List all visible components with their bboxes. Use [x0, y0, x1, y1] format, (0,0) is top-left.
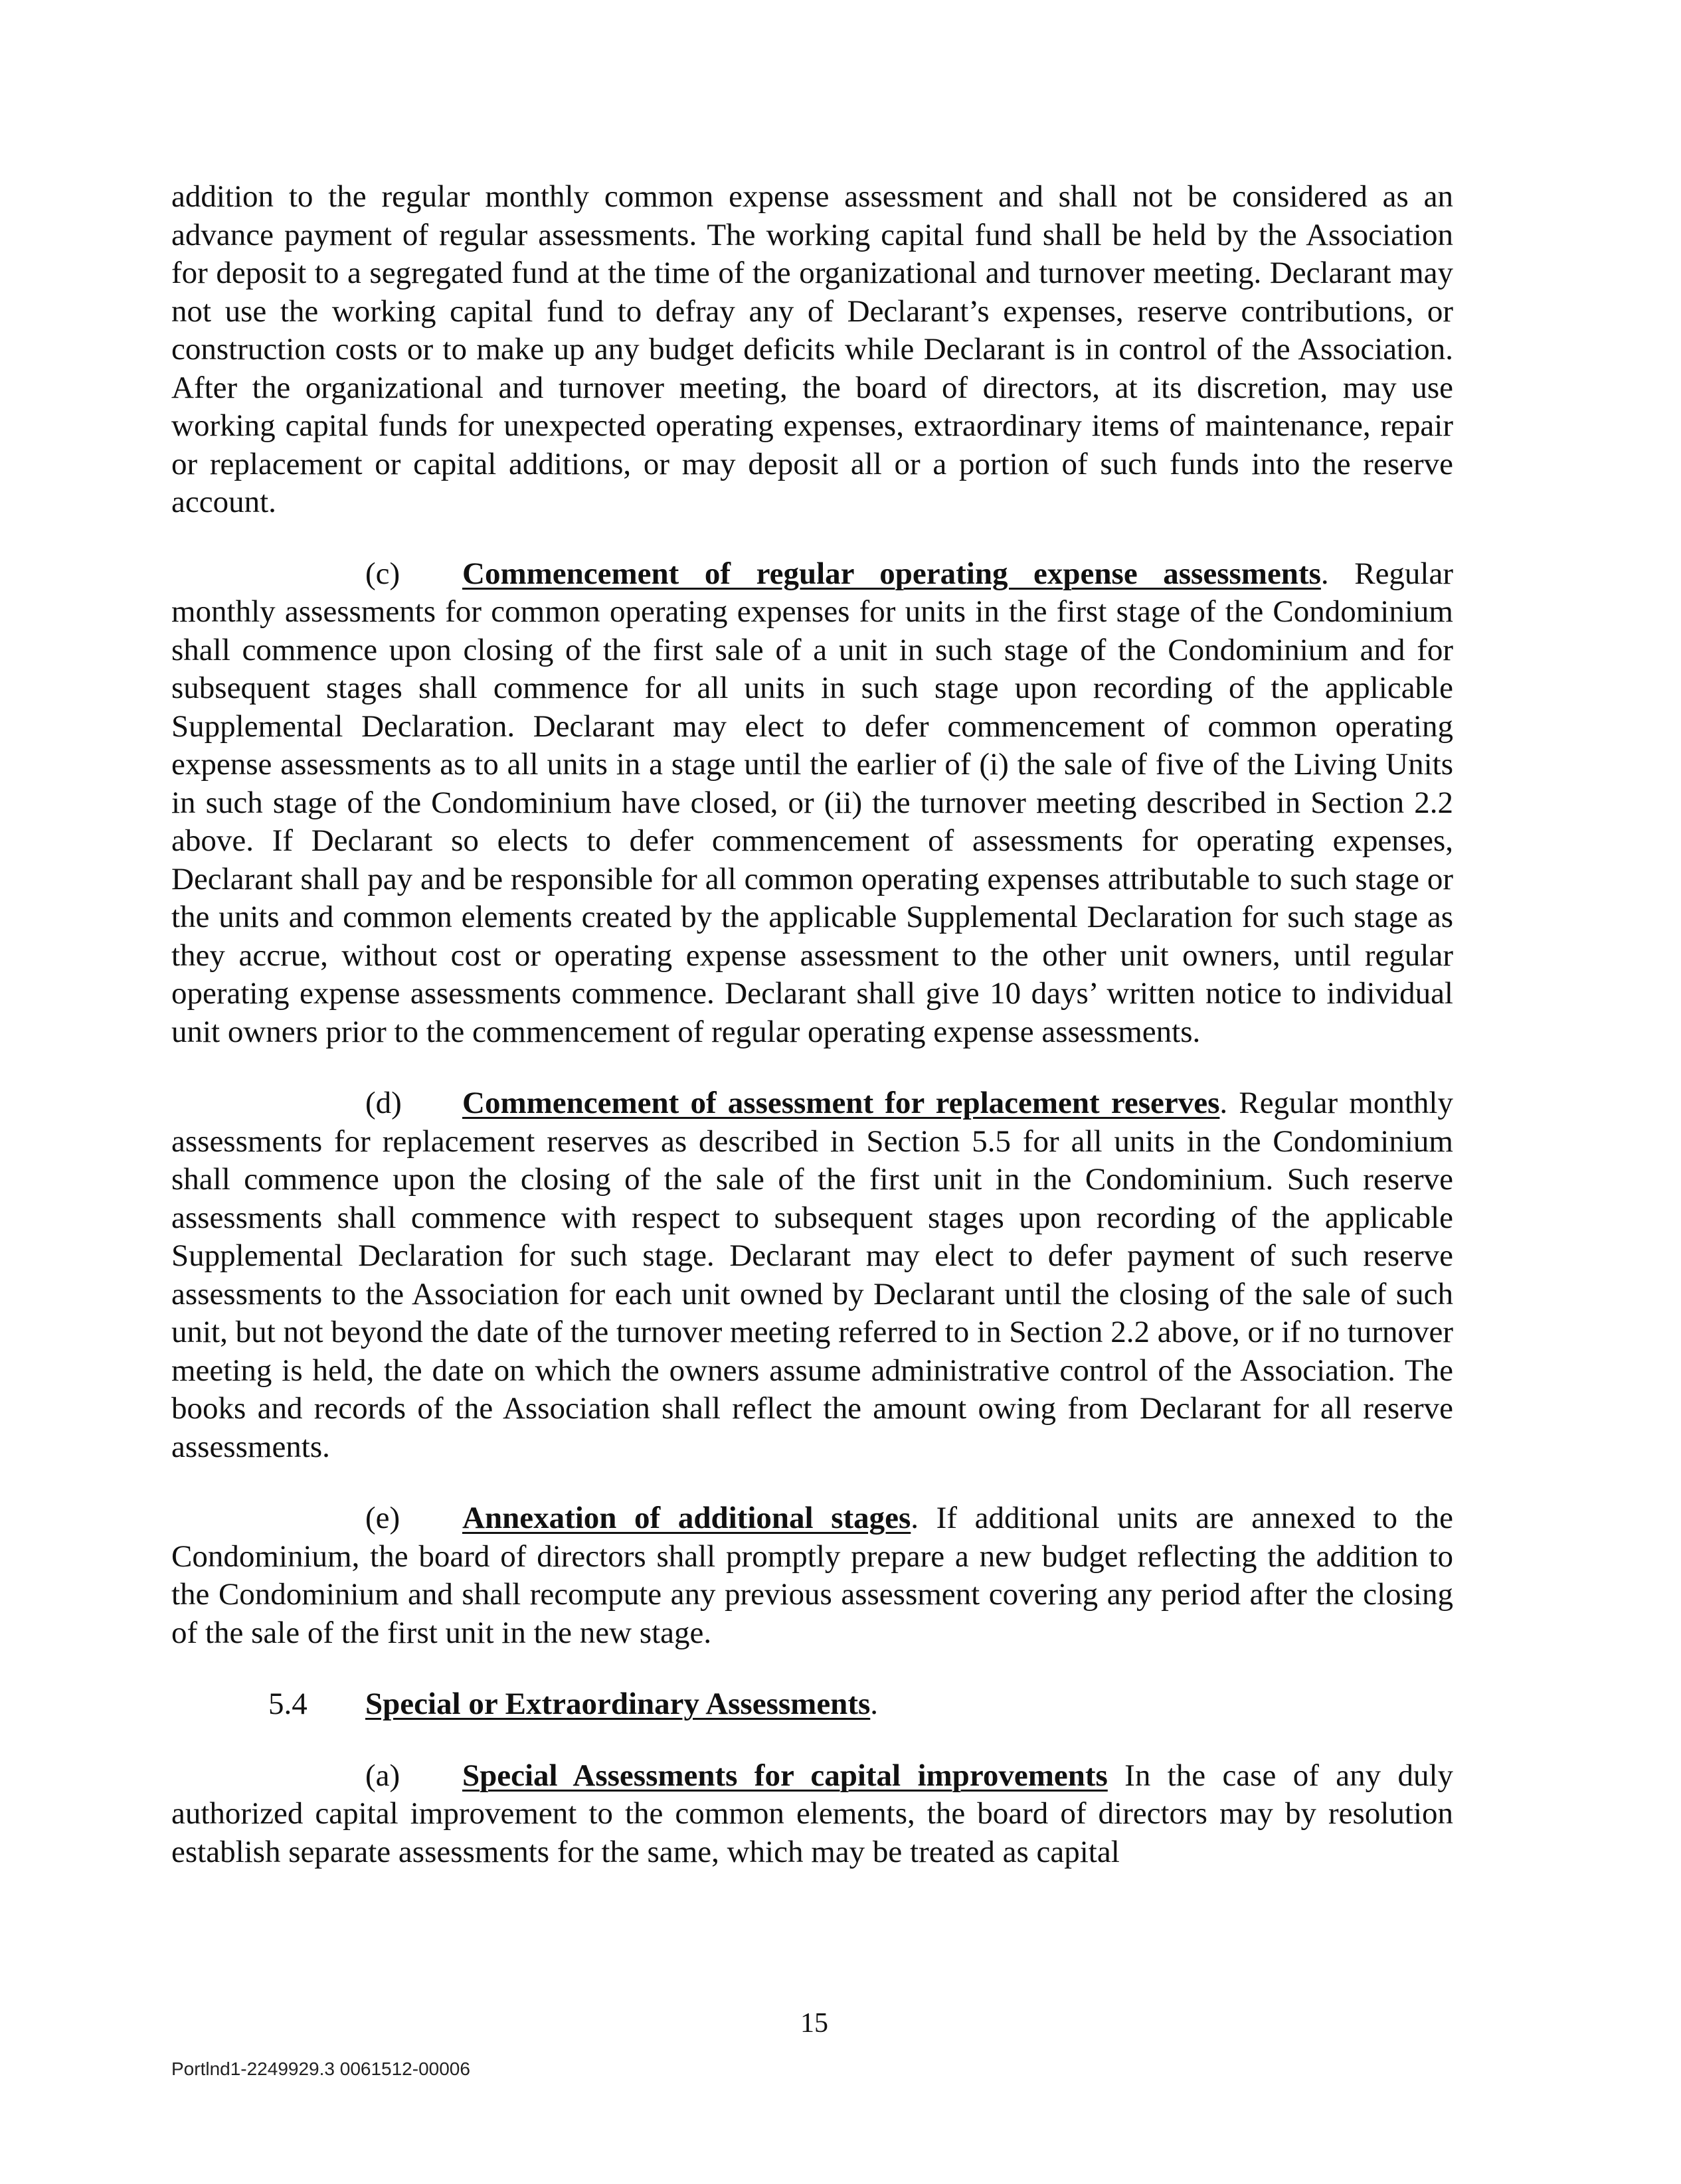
- paragraph-c-heading: Commencement of regular operating expense assessments: [462, 556, 1321, 591]
- paragraph-e-heading: Annexation of additional stages: [462, 1501, 911, 1535]
- paragraph-d-text: Regular monthly assessments for replacement reserves as described in Section 5.5 for all units in the Condominium shall commence upon the closing of the sale of the first unit in the Condominium. Such reserve assessments shall commence with respect to subsequent stages upon recording of the applicable Supplemental Declaration for such stage. Declarant may elect to defer payment of such reserve assessments to the Association for each unit owned by Declarant until the closing of the sale of such unit, but not beyond the date of the turnover meeting referred to in Section 2.2 above, or if no turnover meeting is held, the date on which the owners assume administrative control of the Association. The books and records of the Association shall reflect the amount owing from Declarant for all reserve assessments.: [171, 1086, 1453, 1464]
- paragraph-c-number: (c): [365, 556, 400, 591]
- page-number: 15: [800, 2008, 828, 2039]
- section-5-4-heading: [171, 1685, 1453, 1724]
- section-5-4-title: Special or Extraordinary Assessments: [365, 1687, 871, 1721]
- paragraph-d-heading-punct: .: [1219, 1086, 1228, 1120]
- paragraph-e-number: (e): [365, 1501, 400, 1535]
- paragraph-d-number: (d): [365, 1086, 402, 1120]
- paragraph-c: [171, 555, 1453, 1052]
- section-5-4-number: 5.4: [268, 1687, 308, 1721]
- paragraph-e-heading-punct: .: [911, 1501, 919, 1535]
- paragraph-c-text: Regular monthly assessments for common operating expenses for units in the first stage of the Condominium shall commence upon closing of the first sale of a unit in such stage of the Condominium and for subsequent stages shall commence for all units in such stage upon recording of the applicable Supplemental Declaration. Declarant may elect to defer commencement of common operating expense assessments as to all units in a stage until the earlier of (i) the sale of five of the Living Units in such stage of the Condominium have closed, or (ii) the turnover meeting described in Section 2.2 above. If Declarant so elects to defer commencement of assessments for operating expenses, Declarant shall pay and be responsible for all common operating expenses attributable to such stage or the units and common elements created by the applicable Supplemental Declaration for such stage as they accrue, without cost or operating expense assessment to the other unit owners, until regular operating expense assessments commence. Declarant shall give 10 days’ written notice to individual unit owners prior to the commencement of regular operating expense assessments.: [171, 556, 1454, 1049]
- paragraph-a-heading: Special Assessments for capital improvements: [462, 1758, 1108, 1793]
- paragraph-a-number: (a): [365, 1758, 400, 1793]
- document-body: [171, 178, 1453, 1904]
- paragraph-d: [171, 1084, 1453, 1466]
- paragraph-continuation-text: addition to the regular monthly common expense assessment and shall not be considered as an advance payment of regular assessments. The working capital fund shall be held by the Association for deposit to a segregated fund at the time of the organizational and turnover meeting. Declarant may not use the working capital fund to defray any of Declarant’s expenses, reserve contributions, or construction costs or to make up any budget deficits while Declarant is in control of the Association. After the organizational and turnover meeting, the board of directors, at its discretion, may use working capital funds for unexpected operating expenses, extraordinary items of maintenance, repair or replacement or capital additions, or may deposit all or a portion of such funds into the reserve account.: [171, 179, 1453, 519]
- paragraph-a: [171, 1757, 1453, 1872]
- paragraph-continuation: [171, 178, 1453, 522]
- paragraph-e-text: If additional units are annexed to the Condominium, the board of directors shall promptly prepare a new budget reflecting the addition to the Condominium and shall recompute any previous assessment covering any period after the closing of the sale of the first unit in the new stage.: [171, 1501, 1453, 1650]
- section-5-4-punct: .: [870, 1687, 879, 1721]
- paragraph-e: [171, 1499, 1453, 1652]
- paragraph-a-text: In the case of any duly authorized capital improvement to the common elements, the board of directors may by resolution establish separate assessments for the same, which may be treated as capital: [171, 1758, 1454, 1869]
- paragraph-c-heading-punct: .: [1320, 556, 1329, 591]
- paragraph-d-heading: Commencement of assessment for replacement reserves: [462, 1086, 1220, 1120]
- document-footer-id: Portlnd1-2249929.3 0061512-00006: [171, 2058, 470, 2079]
